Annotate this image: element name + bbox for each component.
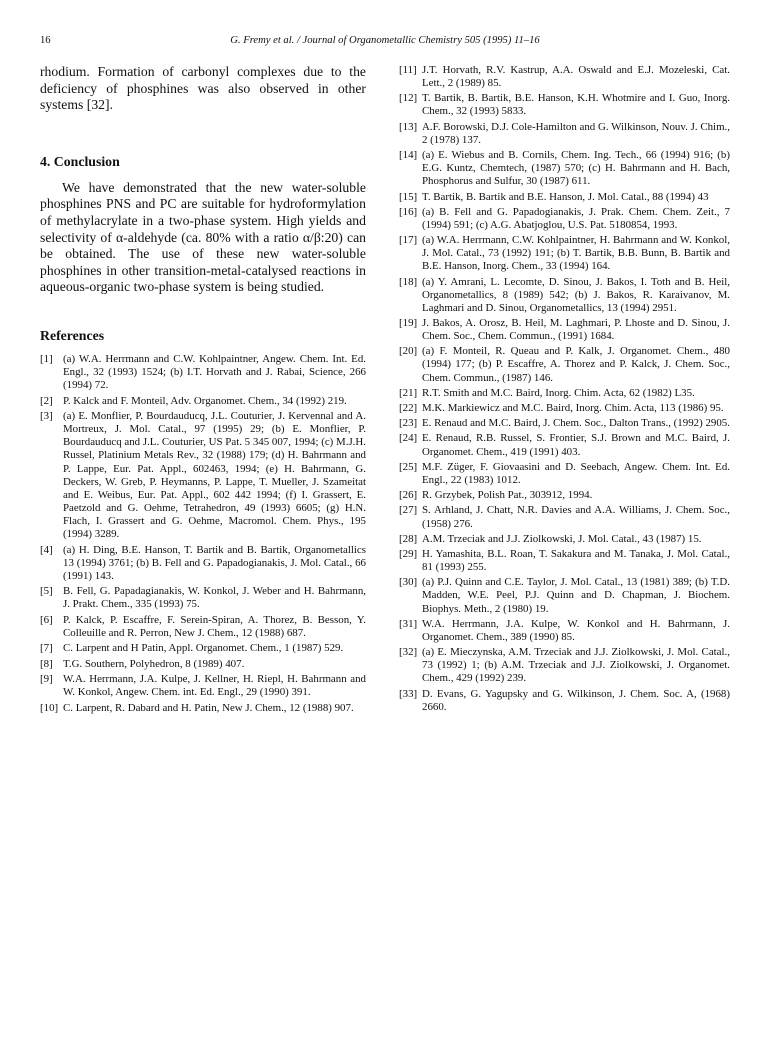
reference-text: W.A. Herrmann, J.A. Kulpe, W. Konkol and H. Bahrmann, J. Organomet. Chem., 389 (1990) 85.: [422, 617, 730, 643]
reference-item: [399, 417, 730, 430]
reference-number: [1]: [40, 352, 53, 365]
reference-number: [8]: [40, 657, 53, 670]
reference-text: (a) E. Mieczynska, A.M. Trzeciak and J.J. Ziolkowski, J. Mol. Catal., 73 (1992) 1; (b) A.M. Trzeciak and J.J. Ziolkowski, J. Organomet. Chem., 429 (1992) 239.: [422, 646, 730, 685]
reference-text: P. Kalck and F. Monteil, Adv. Organomet. Chem., 34 (1992) 219.: [63, 394, 347, 407]
reference-item: [399, 92, 730, 118]
reference-list-right: [399, 64, 730, 714]
reference-number: [4]: [40, 543, 53, 556]
reference-item: [399, 576, 730, 615]
reference-number: [22]: [399, 402, 418, 415]
reference-item: [40, 702, 366, 715]
left-column: [40, 64, 366, 715]
reference-number: [15]: [399, 190, 418, 203]
reference-number: [13]: [399, 120, 418, 133]
reference-text: R. Grzybek, Polish Pat., 303912, 1994.: [422, 489, 593, 502]
reference-text: J. Bakos, A. Orosz, B. Heil, M. Laghmari, P. Lhoste and D. Sinou, J. Chem. Soc., Chem. Commun., (1991) 1684.: [422, 317, 730, 343]
reference-number: [24]: [399, 432, 418, 445]
page-header: [40, 34, 730, 48]
reference-text: A.M. Trzeciak and J.J. Ziolkowski, J. Mol. Catal., 43 (1987) 15.: [422, 532, 702, 545]
reference-text: (a) B. Fell and G. Papadogianakis, J. Prak. Chem. Chem. Zeit., 7 (1994) 591; (c) A.G. Abatjoglou, U.S. Pat. 5180854, 1993.: [422, 205, 730, 231]
references-heading: References: [40, 327, 105, 343]
reference-number: [2]: [40, 394, 53, 407]
reference-text: R.T. Smith and M.C. Baird, Inorg. Chim. Acta, 62 (1982) L35.: [422, 386, 695, 399]
reference-item: [399, 276, 730, 315]
reference-number: [5]: [40, 585, 53, 598]
conclusion-heading: 4. Conclusion: [40, 153, 120, 169]
reference-item: [399, 618, 730, 644]
reference-number: [33]: [399, 687, 418, 700]
reference-number: [18]: [399, 275, 418, 288]
reference-item: [40, 544, 366, 583]
reference-text: (a) E. Monflier, P. Bourdauducq, J.L. Couturier, J. Kervennal and A. Mortreux, J. Mol. Catal., 97 (1995) 29; (b) E. Monflier, P. Bourdauducq and J.L. Couturier, US Pat. 5 345 007, 1994; (c) M.J.H. Russel, Platinium Metals Rev., 32 (1988) 179; (d) H. Bahrmann and P. Lappe, Eur. Pat. Appl., 602463, 1994; (e) H. Bahrmann, G. Deckers, W. Greb, P. Heymanns, P. Lappe, T. Mueller, J. Szameitat and E. Weibus, Eur. Pat. Appl., 602 442 1994; (f) I. Grassert, E. Paetzold and G. Oehme, Tetrahedron, 49 (1993) 6605; (g) H.N. Flach, I. Grassert and G. Oehme, Macromol. Chem. Phys., 195 (1994) 3289.: [63, 410, 366, 541]
reference-text: P. Kalck, P. Escaffre, F. Serein-Spiran, A. Thorez, B. Besson, Y. Colleuille and R. Perron, New J. Chem., 12 (1988) 687.: [63, 613, 366, 639]
reference-number: [29]: [399, 547, 418, 560]
reference-text: E. Renaud and M.C. Baird, J. Chem. Soc., Dalton Trans., (1992) 2905.: [422, 417, 730, 430]
reference-item: [40, 673, 366, 699]
reference-item: [399, 387, 730, 400]
reference-number: [26]: [399, 489, 418, 502]
reference-text: E. Renaud, R.B. Russel, S. Frontier, S.J. Brown and M.C. Baird, J. Organomet. Chem., 419 (1991) 403.: [422, 432, 730, 458]
reference-number: [3]: [40, 410, 53, 423]
reference-text: W.A. Herrmann, J.A. Kulpe, J. Kellner, H. Riepl, H. Bahrmann and W. Konkol, Angew. Chem. int. Ed. Engl., 29 (1990) 391.: [63, 673, 366, 699]
reference-text: D. Evans, G. Yagupsky and G. Wilkinson, J. Chem. Soc. A, (1968) 2660.: [422, 687, 730, 713]
reference-number: [11]: [399, 64, 417, 76]
reference-number: [21]: [399, 386, 418, 399]
reference-item: [40, 353, 366, 392]
reference-number: [17]: [399, 234, 418, 247]
reference-number: [32]: [399, 646, 418, 659]
reference-number: [28]: [399, 532, 418, 545]
reference-item: [399, 206, 730, 232]
reference-item: [399, 432, 730, 458]
reference-number: [7]: [40, 642, 53, 655]
reference-item: [399, 191, 730, 204]
reference-text: H. Yamashita, B.L. Roan, T. Sakakura and M. Tanaka, J. Mol. Catal., 81 (1993) 255.: [422, 547, 730, 574]
reference-number: [10]: [40, 701, 59, 714]
reference-item: [399, 64, 730, 90]
right-column: [399, 64, 730, 714]
reference-text: (a) P.J. Quinn and C.E. Taylor, J. Mol. Catal., 13 (1981) 389; (b) T.D. Madden, W.E. Peel, P.J. Quinn and D. Chapman, J. Biochem. Biophys. Meth., 2 (1980) 19.: [422, 576, 730, 615]
reference-item: [399, 149, 730, 188]
reference-list-left: [40, 353, 366, 715]
reference-number: [25]: [399, 460, 418, 473]
reference-text: (a) H. Ding, B.E. Hanson, T. Bartik and B. Bartik, Organometallics 13 (1994) 3761; (b) B. Fell and G. Papadogianakis, J. Mol. Catal., 66 (1991) 143.: [63, 543, 366, 582]
reference-number: [20]: [399, 345, 418, 358]
reference-text: T. Bartik, B. Bartik, B.E. Hanson, K.H. Whotmire and I. Guo, Inorg. Chem., 32 (1993) 5833.: [422, 92, 730, 118]
reference-text: (a) Y. Amrani, L. Lecomte, D. Sinou, J. Bakos, I. Toth and B. Heil, Organometallics, 8 (1989) 542; (b) J. Bakos, R. Karaivanov, M. Laghmari and D. Sinou, Organometallics, 13 (1994) 2951.: [422, 275, 730, 314]
running-head: G. Fremy et al. / Journal of Organometallic Chemistry 505 (1995) 11–16: [230, 35, 540, 46]
reference-item: [399, 234, 730, 273]
reference-text: (a) W.A. Herrmann, C.W. Kohlpaintner, H. Bahrmann and W. Konkol, J. Mol. Catal., 73 (1992) 191; (b) T. Bartik, B.B. Bunn, B. Bartik and B.E. Hanson, Inorg. Chem., 33 (1994) 164.: [422, 234, 730, 273]
reference-item: [399, 317, 730, 343]
reference-item: [399, 504, 730, 530]
reference-item: [399, 688, 730, 714]
reference-item: [40, 410, 366, 541]
reference-number: [6]: [40, 613, 53, 626]
reference-text: M.K. Markiewicz and M.C. Baird, Inorg. Chim. Acta, 113 (1986) 95.: [422, 402, 724, 415]
reference-item: [399, 533, 730, 546]
reference-number: [14]: [399, 149, 418, 162]
reference-number: [30]: [399, 576, 418, 589]
reference-item: [399, 345, 730, 384]
reference-text: C. Larpent, R. Dabard and H. Patin, New J. Chem., 12 (1988) 907.: [63, 701, 354, 714]
reference-number: [27]: [399, 504, 418, 517]
reference-item: [399, 121, 730, 147]
reference-text: T.G. Southern, Polyhedron, 8 (1989) 407.: [63, 657, 245, 670]
continuation-paragraph: rhodium. Formation of carbonyl complexes due to the deficiency of phosphines was also observed in other systems [32].: [40, 64, 366, 113]
page-number: 16: [40, 35, 51, 46]
reference-item: [40, 614, 366, 640]
reference-number: [16]: [399, 205, 418, 218]
reference-number: [19]: [399, 317, 418, 329]
reference-item: [399, 402, 730, 415]
reference-text: B. Fell, G. Papadagianakis, W. Konkol, J. Weber and H. Bahrmann, J. Prakt. Chem., 335 (1993) 75.: [63, 585, 366, 611]
reference-item: [40, 585, 366, 611]
reference-item: [399, 646, 730, 685]
reference-item: [40, 395, 366, 408]
reference-text: (a) W.A. Herrmann and C.W. Kohlpaintner, Angew. Chem. Int. Ed. Engl., 32 (1993) 1524; (b) I.T. Horvath and J. Rabai, Science, 266 (1994) 72.: [63, 352, 366, 392]
reference-item: [399, 489, 730, 502]
reference-text: C. Larpent and H Patin, Appl. Organomet. Chem., 1 (1987) 529.: [63, 642, 344, 655]
reference-text: (a) E. Wiebus and B. Cornils, Chem. Ing. Tech., 66 (1994) 916; (b) E.G. Kuntz, Chemtech, (1987) 570; (c) H. Bahrmann and H. Bach, Phosphorus and Sulfur, 30 (1987) 611.: [422, 149, 730, 188]
reference-text: (a) F. Monteil, R. Queau and P. Kalk, J. Organomet. Chem., 480 (1994) 177; (b) P. Escaffre, A. Thorez and P. Kalck, J. Chem. Soc., Chem. Commun., (1987) 146.: [422, 345, 730, 384]
reference-item: [399, 548, 730, 574]
conclusion-paragraph: We have demonstrated that the new water-soluble phosphines PNS and PC are suitable for hydroformylation of methylacrylate in a two-phase system. High yields and selectivity of α-aldehyde (ca. 80% with a ratio α/β:20) can be obtained. The use of these new water-soluble phosphines in other transition-metal-catalysed reactions in aqueous-organic two-phase system is being studied.: [40, 179, 366, 295]
reference-item: [40, 658, 366, 671]
reference-item: [399, 461, 730, 487]
reference-text: T. Bartik, B. Bartik and B.E. Hanson, J. Mol. Catal., 88 (1994) 43: [422, 190, 709, 203]
reference-number: [9]: [40, 673, 53, 686]
reference-item: [40, 642, 366, 655]
reference-number: [12]: [399, 92, 418, 105]
reference-number: [31]: [399, 617, 418, 630]
reference-text: J.T. Horvath, R.V. Kastrup, A.A. Oswald and E.J. Mozeleski, Cat. Lett., 2 (1989) 85.: [422, 64, 730, 90]
reference-text: M.F. Züger, F. Giovaasini and D. Seebach, Angew. Chem. Int. Ed. Engl., 22 (1983) 1012.: [422, 460, 730, 486]
reference-text: S. Arhland, J. Chatt, N.R. Davies and A.A. Williams, J. Chem. Soc., (1958) 276.: [422, 504, 730, 530]
reference-text: A.F. Borowski, D.J. Cole-Hamilton and G. Wilkinson, Nouv. J. Chim., 2 (1978) 137.: [422, 120, 730, 146]
reference-number: [23]: [399, 417, 418, 430]
